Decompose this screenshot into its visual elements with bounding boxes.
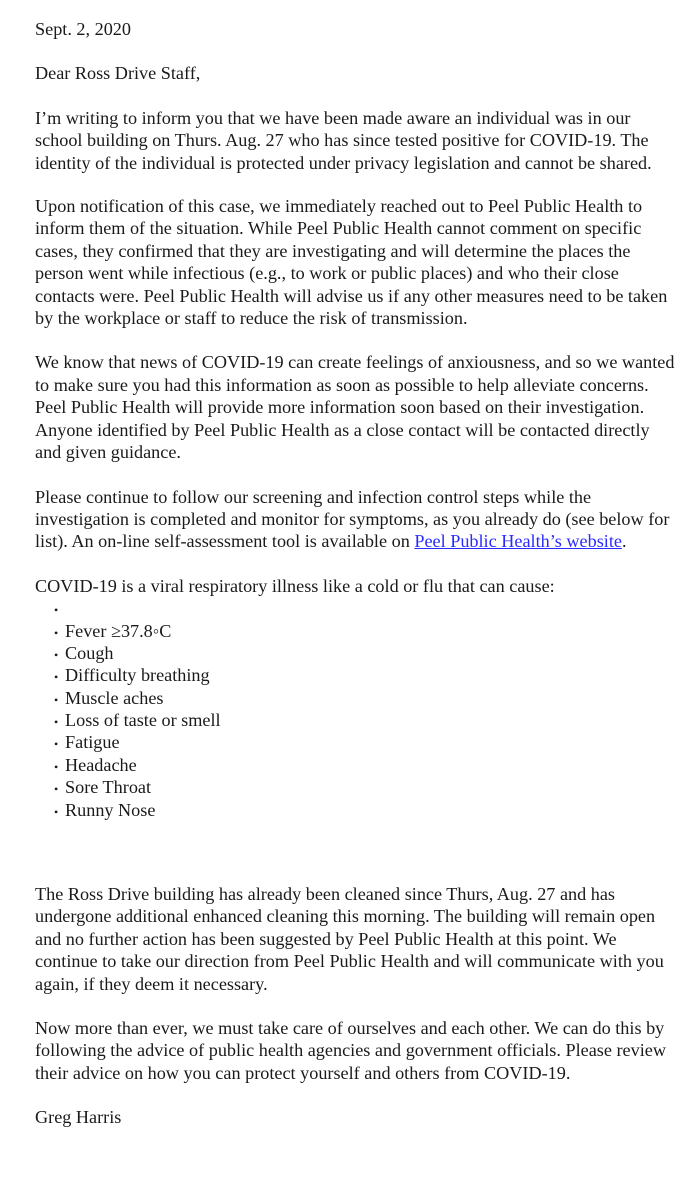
paragraph-cleaning: The Ross Drive building has already been cleaned since Thurs, Aug. 27 and has undergone additional enhanced cleaning this morning. The building will remain open and no further action has been suggested by Peel Public Health at this point. We continue to take our direction from Peel Public Health and will communicate with you again, if they deem it necessary.: [35, 884, 664, 994]
bullet-icon: •: [54, 715, 59, 730]
list-item: • Muscle aches: [54, 687, 675, 709]
bullet-icon: •: [54, 603, 59, 618]
paragraph-closing: Now more than ever, we must take care of ourselves and each other. We can do this by following the advice of public health agencies and government officials. Please review their advice on how you can protect yourself and others from COVID-19.: [35, 1018, 666, 1083]
symptoms-intro: COVID-19 is a viral respiratory illness like a cold or flu that can cause:: [35, 575, 555, 596]
paragraph-public-health-contact: Upon notification of this case, we immediately reached out to Peel Public Health to inform them of the situation. While Peel Public Health cannot comment on specific cases, they confirmed that they are investigating and will determine the places the person went while infectious (e.g., to work or public places) and who their close contacts were. Peel Public Health will advise us if any other measures need to be taken by the workplace or staff to reduce the risk of transmission.: [35, 196, 668, 329]
letter: [35, 18, 675, 1129]
bullet-icon: •: [54, 647, 59, 662]
list-item: • Cough: [54, 642, 675, 664]
bullet-icon: •: [54, 625, 59, 640]
blank-space: [35, 821, 675, 883]
list-item: • Headache: [54, 754, 675, 776]
signature: Greg Harris: [35, 1107, 122, 1128]
bullet-icon: •: [54, 692, 59, 707]
bullet-icon: •: [54, 670, 59, 685]
paragraph-screening: [35, 486, 675, 553]
list-item: • Fatigue: [54, 731, 675, 753]
list-item: • Runny Nose: [54, 799, 675, 821]
peel-public-health-link[interactable]: Peel Public Health’s website: [414, 531, 622, 552]
list-item: [54, 597, 675, 619]
bullet-icon: •: [54, 737, 59, 752]
paragraph-screening-end: .: [621, 531, 627, 552]
paragraph-screening-text: Please continue to follow our screening and infection control steps while the investigation is completed and monitor for symptoms, as you already do (see below for list). An on-line self-assessment tool is available on: [35, 486, 670, 552]
bullet-icon: •: [54, 759, 59, 774]
paragraph-reassurance: We know that news of COVID-19 can create feelings of anxiousness, and so we wanted to make sure you had this information as soon as possible to help alleviate concerns. Peel Public Health will provide more information soon based on their investigation. Anyone identified by Peel Public Health as a close contact will be contacted directly and given guidance.: [35, 352, 675, 463]
bullet-icon: •: [54, 782, 59, 797]
list-item: • Difficulty breathing: [54, 664, 675, 686]
list-item: • Fever ≥37.8◦C: [54, 620, 675, 642]
letter-greeting: Dear Ross Drive Staff,: [35, 63, 201, 84]
letter-date: Sept. 2, 2020: [35, 19, 131, 39]
bullet-icon: •: [54, 804, 59, 819]
paragraph-notification: I’m writing to inform you that we have been made aware an individual was in our school building on Thurs. Aug. 27 who has since tested positive for COVID-19. The identity of the individual is protected under privacy legislation and cannot be shared.: [35, 107, 652, 173]
list-item: • Sore Throat: [54, 776, 675, 798]
symptom-list: [35, 597, 675, 821]
list-item: • Loss of taste or smell: [54, 709, 675, 731]
